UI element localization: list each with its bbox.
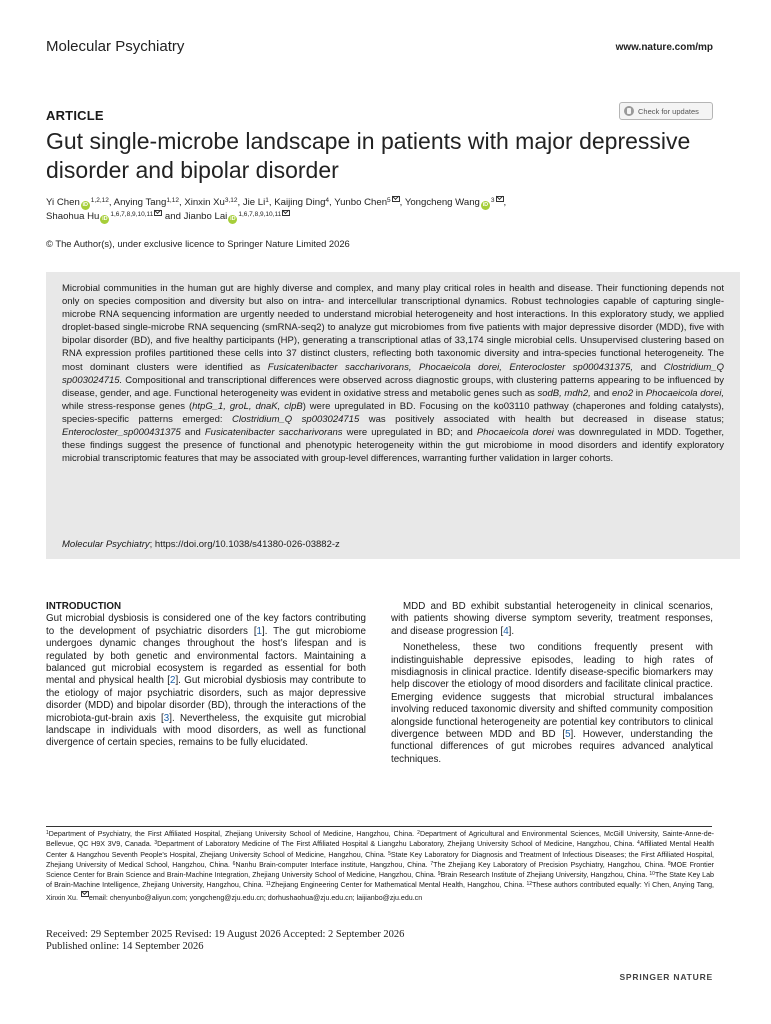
affiliation-number: 5 — [388, 850, 391, 857]
article-type-label: ARTICLE — [46, 108, 104, 123]
body-text-run: ]. Gut microbial dysbiosis may contribute to the etiology of major psychiatric disorders, such as major depressive disorder (MDD) and bipolar disorder (BD), through the interactions of the microbiota-gut-brain axis [ — [46, 675, 366, 724]
author-name[interactable]: Jie Li — [242, 197, 266, 208]
author-name[interactable]: Jianbo Lai — [183, 211, 228, 222]
abstract-text-run: while stress-response genes ( — [62, 400, 193, 412]
corresponding-emails[interactable]: email: chenyunbo@aliyun.com; yongcheng@zju.edu.cn; dorhushaohua@zju.edu.cn; laijianbo@zju.edu.cn — [88, 893, 423, 902]
abstract-italic-term: Phocaeicola dorei, — [645, 387, 724, 399]
author-affiliation-numbers: 1,2,12 — [90, 197, 109, 204]
abstract-italic-term: eno2 — [611, 387, 634, 399]
affiliation-number: 12 — [526, 881, 533, 888]
abstract-italic-term: Fusicatenibacter saccharivorans, Phocaeicola dorei, Enterocloster sp000431375, — [267, 361, 634, 373]
introduction-heading: INTRODUCTION — [46, 601, 122, 612]
orcid-icon[interactable]: iD — [230, 216, 236, 222]
article-title: Gut single-microbe landscape in patients with major depressive disorder and bipolar disorder — [46, 128, 691, 183]
abstract-text-run: and — [180, 427, 205, 439]
body-text-run: ]. The gut microbiome undergoes dynamic changes throughout the host’s lifespan and is regulated by both genetic and environmental factors. Maintaining a balanced gut microbial ecosystem is regarded as essential for both mental and physical health [ — [46, 625, 366, 687]
body-text-run: ]. — [508, 625, 515, 637]
intro-paragraph-3 — [391, 642, 713, 766]
dates-received-revised-accepted: Received: 29 September 2025 Revised: 19 August 2026 Accepted: 2 September 2026 — [46, 929, 405, 940]
email-icon[interactable] — [496, 196, 504, 202]
author-affiliation-numbers: 3,12 — [224, 197, 238, 204]
abstract-italic-term: sodB, mdh2, — [537, 387, 591, 399]
author-list — [46, 196, 736, 224]
author-separator: , — [108, 197, 114, 208]
affiliation-text: Department of Agricultural and Environmental Sciences, McGill University, Sainte-Anne-de-Bellevue, QC H9X 3V9, Canada. — [46, 830, 714, 849]
affiliation-number: 8 — [667, 860, 671, 867]
abstract-italic-term: Fusicatenibacter saccharivorans — [204, 427, 343, 439]
check-for-updates-button[interactable] — [619, 102, 713, 120]
affiliation-text: Department of Laboratory Medicine of The First Affiliated Hospital & Liangzhu Laboratory, Zhejiang University School of Medicine, Hangzhou, China. — [157, 840, 638, 849]
author-affiliation-numbers: 1 — [265, 197, 269, 204]
intro-paragraph-1 — [46, 613, 366, 749]
affiliation-text: Department of Psychiatry, the First Affiliated Hospital, Zhejiang University School of Medicine, Hangzhou, China. — [48, 830, 418, 838]
author-name[interactable]: Yi Chen — [46, 197, 80, 208]
body-text-run: ]. However, understanding the functional differences of gut microbes requires advanced analytical techniques. — [391, 729, 713, 765]
affiliation-number: 11 — [265, 881, 271, 888]
abstract-text-run: ) were upregulated in BD. Focusing on the ko03110 pathway (chaperones and folding catalysts), species-specific patterns emerged: — [62, 400, 724, 425]
affiliation-number: 2 — [417, 830, 420, 836]
journal-url[interactable]: www.nature.com/mp — [615, 42, 713, 53]
abstract-box — [46, 272, 740, 559]
author-affiliation-numbers: 3 — [490, 197, 495, 204]
author-name[interactable]: Kaijing Ding — [274, 197, 326, 208]
body-text-run: ]. Nevertheless, the exquisite gut microbial landscape in individuals with mood disorders, as well as functional divergence of certain species, remains to be fully elucidated. — [46, 712, 366, 749]
affiliation-text: Zhejiang Engineering Center for Mathematical Mental Health, Hangzhou, China. — [270, 881, 527, 890]
abstract-text-run: was positively associated with health but decreased in disease status; — [359, 413, 725, 425]
author-affiliation-numbers: 5 — [387, 197, 391, 204]
check-updates-label: Check for updates — [638, 106, 699, 116]
publisher-logo: SPRINGER NATURE — [619, 972, 713, 982]
affiliation-text: These authors contributed equally: Yi Chen, Anying Tang, Xinxin Xu. — [46, 881, 714, 902]
email-icon[interactable] — [154, 210, 162, 216]
orcid-icon[interactable]: iD — [102, 216, 108, 222]
affiliation-number: 1 — [46, 830, 49, 836]
body-text-run: Gut microbial dysbiosis is considered one of the key factors contributing to the development of psychiatric disorders [ — [46, 613, 366, 637]
abstract-text-run: was downregulated in MDD. Together, these findings suggest the presence of functional and phenotypic heterogeneity within the gut microbiome in mood disorders and identify exploratory microbial transcriptomic features that may be associated with group-level differences, warranting further validation in larger cohorts. — [62, 427, 724, 465]
abstract-text-run: and — [633, 361, 664, 373]
dates-published-online: Published online: 14 September 2026 — [46, 941, 204, 952]
author-affiliation-numbers: 4 — [325, 197, 330, 204]
abstract-text-run: Compositional and transcriptional differences were observed across diagnostic groups, with clustering patterns appearing to be influenced by disease, gender, and age. Functional heterogeneity was evident in oxidative stress and metabolic genes such as — [62, 374, 724, 399]
affiliation-number: 4 — [637, 840, 640, 847]
author-name[interactable]: Yongcheng Wang — [404, 197, 480, 208]
abstract-italic-term: Phocaeicola dorei — [476, 427, 554, 439]
abstract-text-run: in — [633, 387, 646, 399]
affiliation-number: 10 — [649, 871, 655, 878]
article-dates — [46, 929, 404, 953]
author-affiliation-numbers: 1,12 — [166, 197, 179, 204]
affiliation-text: Brain Research Institute of Zhejiang University, Hangzhou, China. — [440, 871, 650, 880]
author-separator: , — [399, 197, 405, 208]
author-separator: , — [329, 197, 335, 208]
body-text-run: MDD and BD exhibit substantial heterogeneity in clinical scenarios, with patients showing diverse symptom severity, treatment responses, and disease progression [ — [391, 601, 713, 637]
author-name[interactable]: Yunbo Chen — [334, 197, 388, 208]
abstract-italic-term: Clostridium_Q sp003024715. — [62, 361, 724, 386]
affiliation-text: MOE Frontier Science Center for Brain Science and Brain-Machine Integration, Zhejiang University School of Medicine, Hangzhou, China. — [46, 860, 715, 880]
author-name[interactable]: Xinxin Xu — [184, 197, 225, 208]
abstract-italic-term: Clostridium_Q sp003024715 — [231, 413, 360, 425]
left-column — [46, 601, 366, 750]
journal-name: Molecular Psychiatry — [46, 38, 185, 55]
body-text-run: Nonetheless, these two conditions frequently present with indistinguishable depressive episodes, leading to high rates of misdiagnosis in clinical practice. Identify disease-specific biomarkers may help discover the etiology of mood disorders and facilitate clinical practice. Emerging evidence suggests that microbial structural imbalances involving reduced taxonomic diversity and shifted community composition alongside functional heterogeneity are potential key contributors to clinical divergence between MDD and BD [ — [391, 642, 713, 741]
abstract-text — [62, 282, 724, 465]
affiliation-number: 3 — [154, 840, 158, 847]
affiliation-text: The Zhejiang Key Laboratory of Precision Psychiatry, Hangzhou, China. — [433, 860, 668, 869]
author-separator: , — [178, 197, 185, 208]
author-affiliation-numbers: 1,6,7,8,9,10,11 — [110, 211, 154, 218]
reference-link[interactable]: 2 — [169, 675, 176, 687]
orcid-icon[interactable]: iD — [82, 202, 89, 208]
affiliation-text: Affiliated Mental Health Center & Hangzhou Seventh People’s Hospital, Zhejiang University School of Medicine, Hangzhou, China. — [46, 840, 714, 859]
abstract-italic-term: Enterocloster_sp000431375 — [62, 427, 181, 439]
author-separator: , — [268, 197, 275, 208]
abstract-text-run: were upregulated in BD; and — [342, 427, 477, 439]
author-name[interactable]: Anying Tang — [113, 197, 167, 208]
affiliation-number: 6 — [232, 860, 236, 867]
citation-journal: Molecular Psychiatry — [62, 539, 150, 550]
reference-link[interactable]: 3 — [163, 712, 170, 724]
orcid-icon[interactable]: iD — [482, 202, 489, 208]
footnote-divider — [46, 826, 712, 827]
reference-link[interactable]: 1 — [256, 625, 262, 637]
check-updates-icon — [624, 106, 634, 116]
reference-link[interactable]: 4 — [503, 625, 509, 637]
author-name[interactable]: Shaohua Hu — [46, 211, 100, 222]
reference-link[interactable]: 5 — [565, 729, 571, 741]
abstract-citation — [62, 539, 340, 550]
affiliation-text: The State Key Lab of Brain-Machine Intelligence, Zhejiang University, Hangzhou, China. — [46, 871, 714, 890]
author-separator: , — [237, 197, 243, 208]
author-separator: and — [162, 211, 184, 222]
right-column — [391, 601, 713, 766]
copyright-line: © The Author(s), under exclusive licence to Springer Nature Limited 2026 — [46, 238, 350, 249]
author-affiliation-numbers: 1,6,7,8,9,10,11 — [238, 211, 282, 218]
affiliation-text: Nanhu Brain-computer Interface institute, Hangzhou, China. — [235, 860, 431, 869]
affiliation-number: 7 — [430, 860, 434, 867]
abstract-text-run: and — [590, 387, 612, 399]
abstract-text-run: Microbial communities in the human gut are highly diverse and complex, and many play critical roles in health and disease. Their functioning depends not only on species composition and diversity but also on intra- and intercellular transcriptional dynamics. Robust technologies capable of capturing single-microbe RNA sequencing information are urgently needed to understand microbial heterogeneity and host interactions. In this exploratory study, we applied droplet-based single-microbe RNA sequencing (smRNA-seq2) to analyze gut microbiomes from five patients with major depressive disorder (MDD), five with bipolar disorder (BD), and five healthy participants (HP), generating a transcriptional atlas of 33,174 single microbial cells. Unsupervised clustering based on RNA expression profiles partitioned these cells into 37 distinct clusters, reflecting both taxonomic diversity and intra-species functional heterogeneity. The most dominant clusters were identified as — [62, 283, 724, 373]
email-icon — [81, 891, 89, 897]
affiliation-text: State Key Laboratory for Diagnosis and Treatment of Infectious Diseases; the First Affiliated Hospital, Zhejiang University of Medical School, Hangzhou, China. — [46, 850, 714, 869]
affiliations — [46, 829, 714, 903]
citation-doi[interactable]: ; https://doi.org/10.1038/s41380-026-03882-z — [149, 539, 340, 550]
intro-paragraph-2 — [391, 601, 713, 638]
abstract-italic-term: htpG_1, groL, dnaK, clpB — [192, 400, 303, 412]
affiliation-number: 9 — [437, 871, 441, 878]
email-icon[interactable] — [282, 210, 290, 216]
author-separator: , — [503, 197, 507, 208]
email-icon[interactable] — [392, 196, 400, 202]
